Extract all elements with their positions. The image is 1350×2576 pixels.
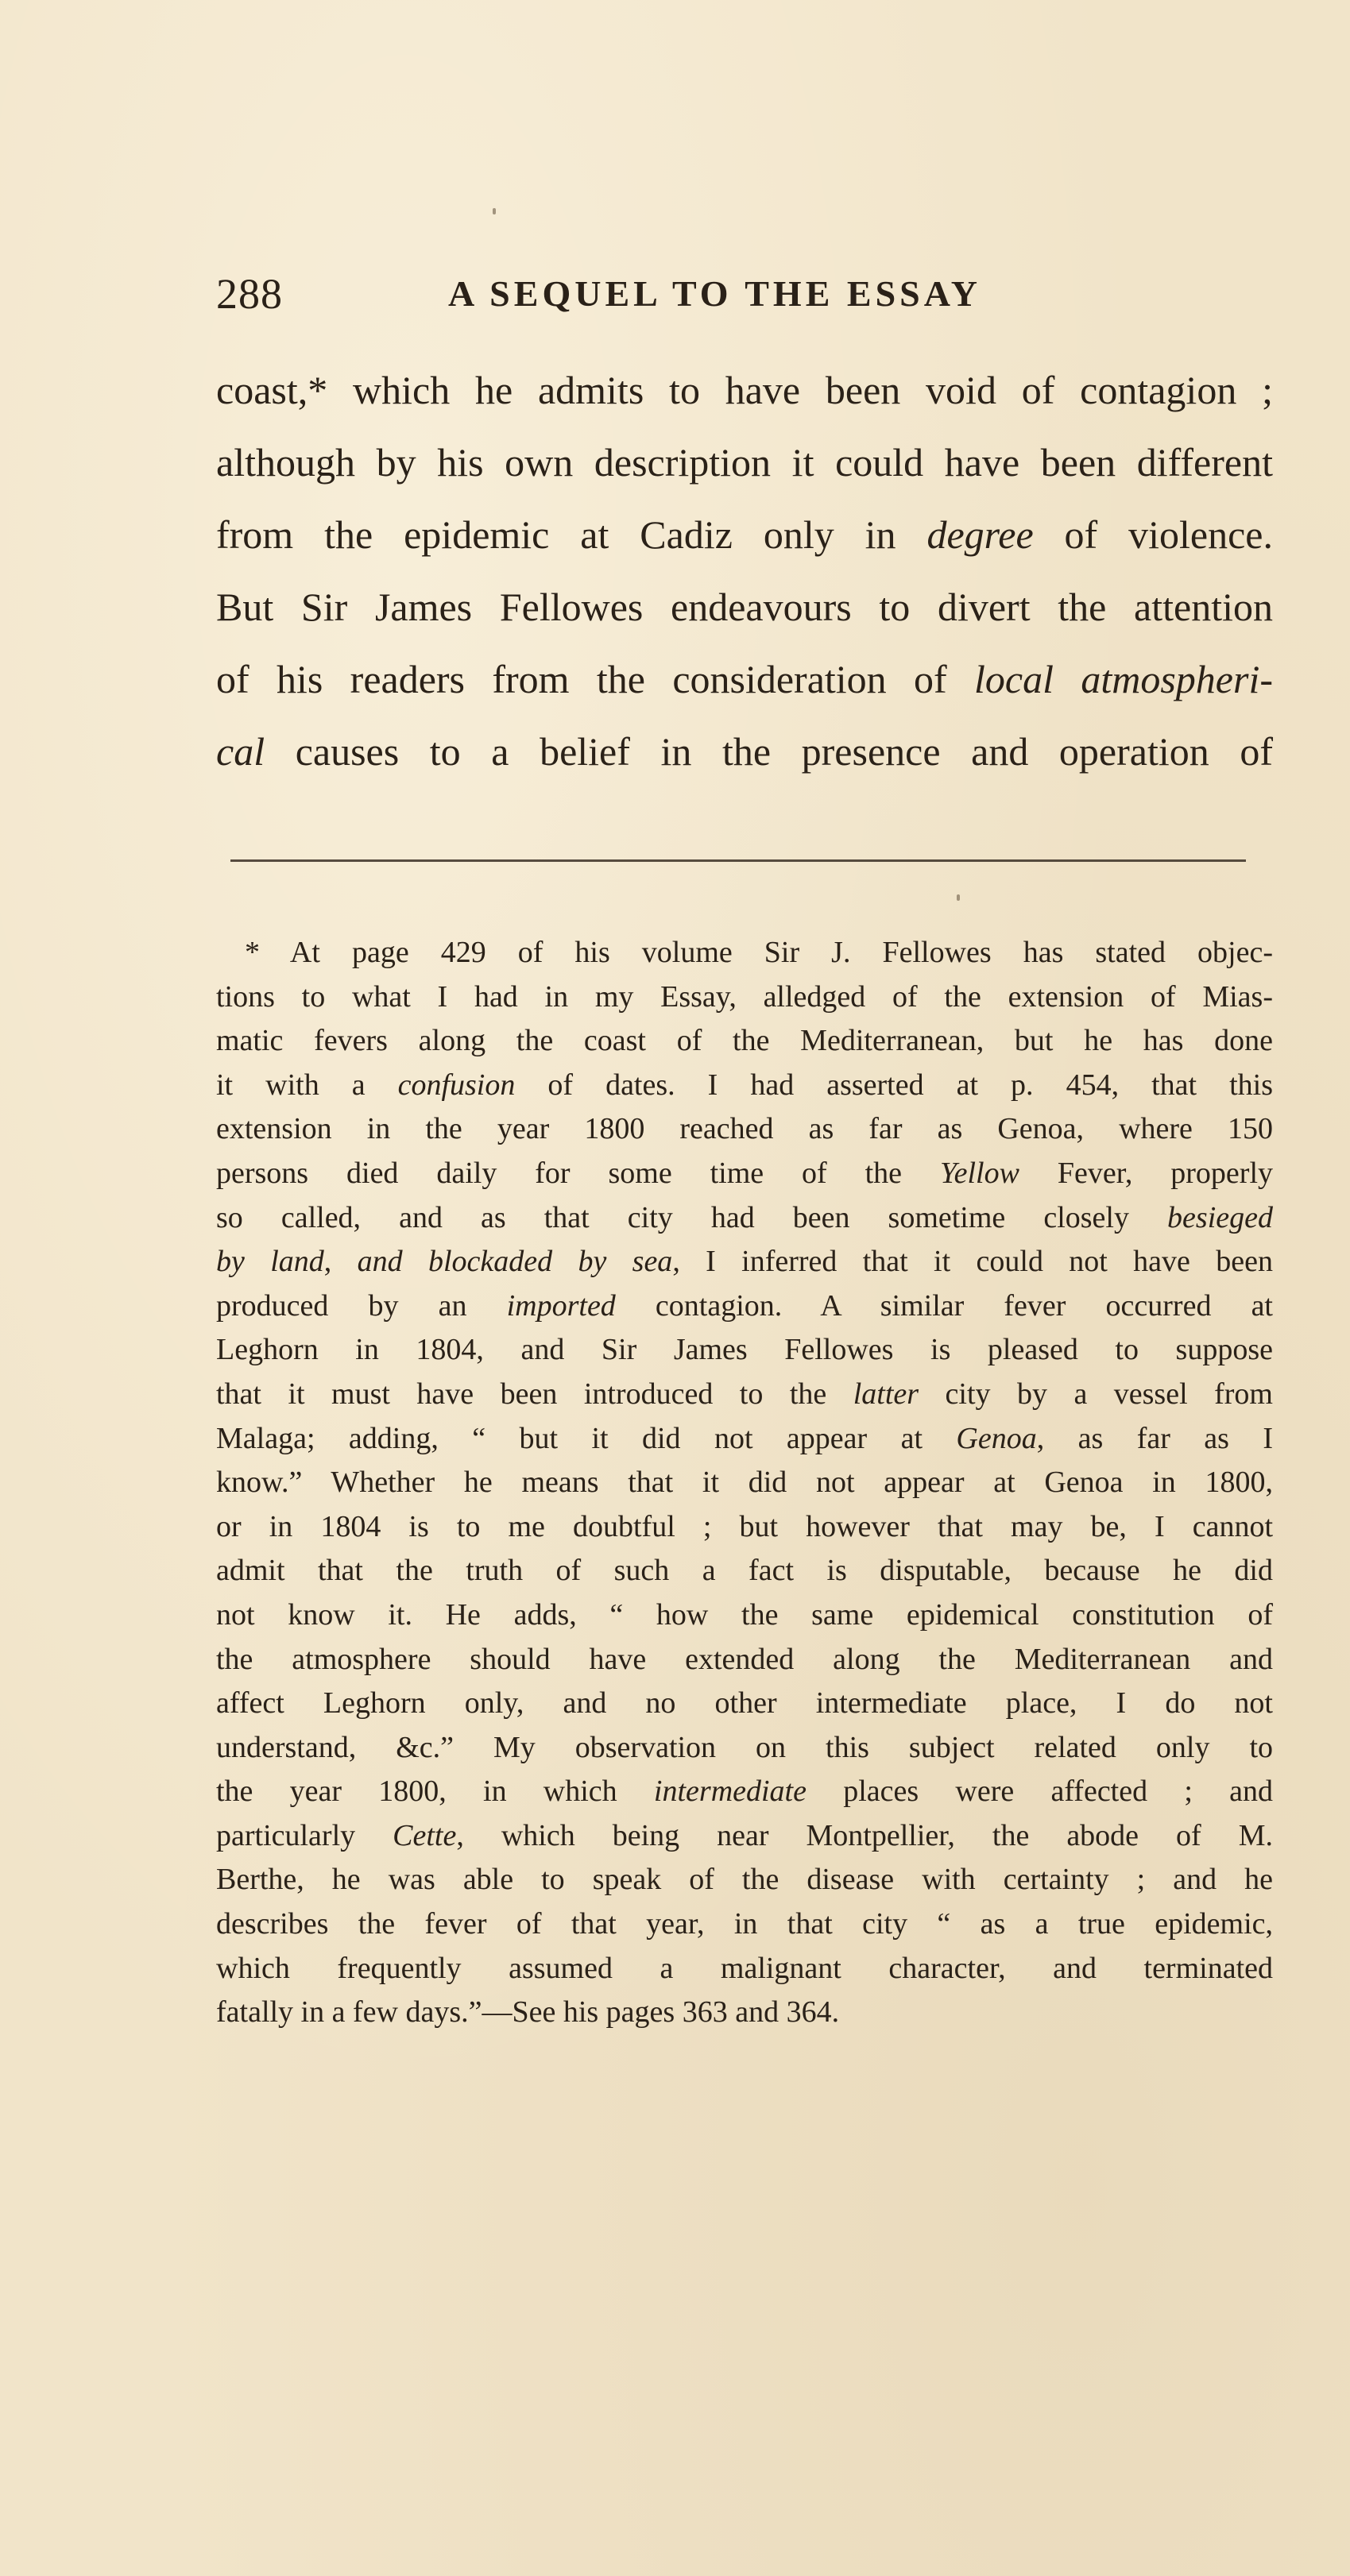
- body-line-text: of violence.: [1033, 512, 1273, 557]
- footnote-text: produced by an: [216, 1288, 507, 1323]
- running-title: A SEQUEL TO THE ESSAY: [448, 273, 981, 314]
- body-line: [216, 354, 1273, 427]
- footnote-rule: [230, 859, 1246, 862]
- footnote-line: [216, 1461, 1273, 1505]
- footnote-text: , I inferred that it could not have been: [672, 1245, 1273, 1279]
- body-text: [216, 354, 1273, 788]
- footnote-text: persons died daily for some time of the: [216, 1156, 940, 1190]
- body-line-text: from the epidemic at Cadiz only in: [216, 512, 927, 557]
- body-line: [216, 427, 1273, 499]
- footnote-text: Malaga; adding, “ but it did not appear at: [216, 1421, 957, 1455]
- footnote-line: [216, 1196, 1273, 1241]
- italic-text: imported: [506, 1288, 616, 1323]
- footnote-line: [216, 1107, 1273, 1152]
- footnote-text: not know it. He adds, “ how the same epidemical constitution of: [216, 1597, 1273, 1632]
- footnote-line: [216, 1770, 1273, 1814]
- body-line: [216, 499, 1273, 571]
- italic-text: intermediate: [653, 1775, 807, 1809]
- footnote-line: [216, 1152, 1273, 1196]
- page-number: 288: [216, 270, 283, 318]
- italic-text: confusion: [397, 1068, 516, 1102]
- paper-speck: [957, 894, 960, 901]
- footnote-line: [216, 931, 1273, 975]
- footnote-text: the atmosphere should have extended along the Mediterranean and: [216, 1642, 1273, 1676]
- footnote-text: ,: [323, 1245, 358, 1279]
- footnote-text: describes the fever of that year, in that city “ as a true epidemic,: [216, 1907, 1273, 1941]
- footnote-line: [216, 1064, 1273, 1108]
- italic-text: besieged: [1167, 1200, 1273, 1234]
- footnote-line: [216, 1417, 1273, 1462]
- footnote-line: [216, 1373, 1273, 1417]
- footnote-line: [216, 975, 1273, 1020]
- footnote-line: [216, 1947, 1273, 1991]
- footnote-text: which frequently assumed a malignant character, and terminated: [216, 1951, 1273, 1985]
- footnote-text: it with a: [216, 1068, 398, 1102]
- footnote-line: [216, 1593, 1273, 1638]
- footnote-text: tions to what I had in my Essay, alledged of the extension of Mias-: [216, 979, 1273, 1014]
- footnote-line: [216, 1991, 1273, 2035]
- body-line-text: of his readers from the consideration of: [216, 657, 975, 701]
- footnote-text: places were affected ; and: [806, 1775, 1274, 1809]
- footnote-text: , which being near Montpellier, the abode of M.: [456, 1818, 1273, 1852]
- body-line: [216, 643, 1273, 716]
- italic-text: degree: [926, 512, 1034, 557]
- footnote-text: or in 1804 is to me doubtful ; but however that may be, I cannot: [216, 1509, 1273, 1543]
- body-line: [216, 571, 1273, 643]
- footnote-text: fatally in a few days.”—See his pages 363 and 364.: [216, 1995, 840, 2030]
- footnote-line: [216, 1505, 1273, 1550]
- footnote-text: the year 1800, in which: [216, 1775, 654, 1809]
- footnote-text: contagion. A similar fever occurred at: [615, 1288, 1273, 1323]
- italic-text: and blockaded by sea: [357, 1245, 673, 1279]
- footnote-text: Berthe, he was able to speak of the disease with certainty ; and he: [216, 1863, 1273, 1897]
- footnote-text: of dates. I had asserted at p. 454, that this: [515, 1068, 1273, 1102]
- body-line-text: But Sir James Fellowes endeavours to divert the attention: [216, 585, 1273, 629]
- footnote-text: , as far as I: [1036, 1421, 1273, 1455]
- footnote: [216, 931, 1273, 2035]
- italic-text: cal: [216, 729, 265, 774]
- italic-text: by land: [216, 1245, 324, 1279]
- footnote-line: [216, 1240, 1273, 1284]
- footnote-text: city by a vessel from: [919, 1377, 1273, 1411]
- footnote-line: [216, 1858, 1273, 1902]
- body-line-text: although by his own description it could have been different: [216, 440, 1273, 485]
- body-line: [216, 716, 1273, 788]
- italic-text: Cette: [393, 1818, 457, 1852]
- italic-text: latter: [853, 1377, 919, 1411]
- footnote-text: that it must have been introduced to the: [216, 1377, 853, 1411]
- footnote-text: Leghorn in 1804, and Sir James Fellowes is pleased to suppose: [216, 1333, 1273, 1367]
- footnote-text: admit that the truth of such a fact is disputable, because he did: [216, 1554, 1273, 1588]
- italic-text: Yellow: [939, 1156, 1019, 1190]
- body-line-text: coast,* which he admits to have been void of contagion ;: [216, 368, 1273, 412]
- footnote-text: so called, and as that city had been sometime closely: [216, 1200, 1168, 1234]
- footnote-text: matic fevers along the coast of the Mediterranean, but he has done: [216, 1024, 1273, 1058]
- footnote-line: [216, 1328, 1273, 1373]
- footnote-line: [216, 1902, 1273, 1947]
- footnote-text: extension in the year 1800 reached as far as Genoa, where 150: [216, 1112, 1273, 1146]
- footnote-line: [216, 1549, 1273, 1593]
- footnote-line: [216, 1814, 1273, 1859]
- footnote-line: [216, 1284, 1273, 1329]
- body-line-text: causes to a belief in the presence and operation of: [265, 729, 1273, 774]
- footnote-text: know.” Whether he means that it did not appear at Genoa in 1800,: [216, 1466, 1273, 1500]
- paper-speck: [493, 208, 496, 214]
- footnote-text: * At page 429 of his volume Sir J. Fellowes has stated objec-: [245, 936, 1273, 969]
- footnote-text: affect Leghorn only, and no other intermediate place, I do not: [216, 1686, 1273, 1721]
- footnote-text: Fever, properly: [1019, 1156, 1273, 1190]
- italic-text: Genoa: [956, 1421, 1037, 1455]
- footnote-line: [216, 1638, 1273, 1682]
- italic-text: local atmospheri-: [974, 657, 1273, 701]
- running-head: [216, 262, 1273, 326]
- footnote-line: [216, 1726, 1273, 1771]
- footnote-line: [216, 1682, 1273, 1726]
- footnote-text: particularly: [216, 1818, 393, 1852]
- footnote-text: understand, &c.” My observation on this subject related only to: [216, 1730, 1273, 1764]
- footnote-line: [216, 1019, 1273, 1064]
